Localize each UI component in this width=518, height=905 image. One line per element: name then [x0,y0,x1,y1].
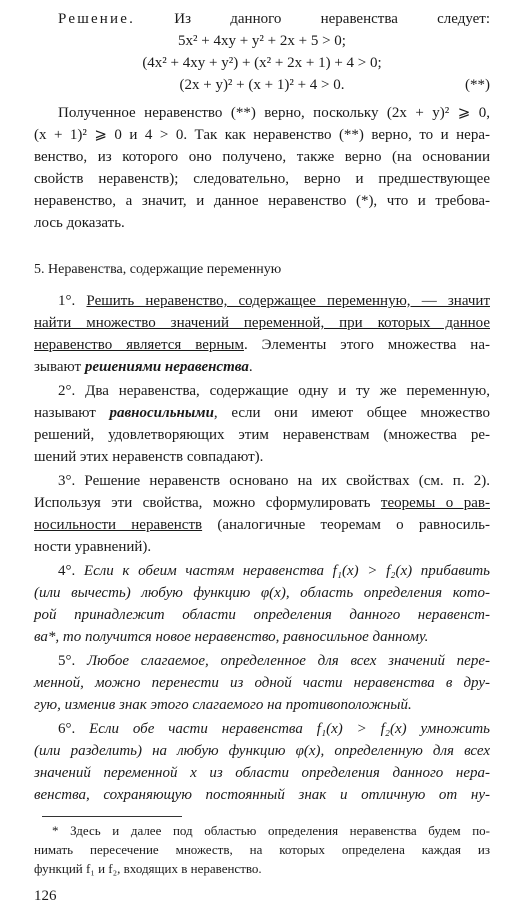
paragraph-2 [34,380,490,468]
formula-2: (4x² + 4xy + y²) + (x² + 2x + 1) + 4 > 0; [142,55,382,71]
paragraph-text: зывают [34,359,85,375]
theorem-link-underlined: носильности неравенств [34,517,203,533]
paragraph-line [34,492,490,514]
paragraph-line: венства, сохраняющую постоянный знак и отличную от ну- [34,787,490,803]
paragraph-text: , если они имеют общее множество [213,405,491,421]
paragraph-5 [34,650,490,716]
solution-line: венство, из которого оно получено, также верно (на основании [34,149,490,165]
paragraph-line: гую, изменив знак этого слагаемого на противоположный. [34,697,412,713]
paragraph-number: 5°. [58,653,76,669]
paragraph-line [34,514,490,536]
paragraph-text: Любое слагаемое, определенное для всех значений пере- [86,653,490,669]
paragraph-text: Если обе части неравенства f₁(x) > f₂(x) умножить [89,721,491,737]
term-bold: равносильными [109,405,214,421]
paragraph-6 [34,718,490,806]
footnote-line: * Здесь и далее под областью определения неравенства будем по- [52,823,490,838]
footnote-divider [42,816,182,817]
solution-label: Решение. [58,11,136,27]
formula-1: 5x² + 4xy + y² + 2x + 5 > 0; [178,33,346,49]
paragraph-line: менной, можно перенести из одной части неравенства в дру- [34,675,490,691]
paragraph-number: 1°. [58,293,76,309]
theorem-link-underlined: теоремы о рав- [380,495,490,511]
paragraph-line [34,402,490,424]
solution-paragraph [34,102,490,234]
paragraph-line: решений, удовлетворяющих этим неравенствам (множества ре- [34,427,490,443]
paragraph-text: Используя эти свойства, можно сформулировать [34,495,381,511]
footnote-line: нимать пересечение множеств, на которых определена каждая из [34,842,490,857]
paragraph-number: 3°. [58,473,76,489]
paragraph-line: ности уравнений). [34,539,152,555]
paragraph-line [34,356,490,378]
paragraph-line: шений этих неравенств совпадают). [34,449,264,465]
formula-tag: (**) [465,77,490,93]
definition-underlined: найти множество значений переменной, при которых данное [34,315,490,331]
paragraph-line [34,312,490,334]
footnote-line: функций f₁ и f₂, входящих в неравенство. [34,861,262,876]
term-bold: решениями неравенства [84,359,249,375]
paragraph-number: 2°. [58,383,76,399]
solution-line: Полученное неравенство (**) верно, поскольку (2x + y)² ⩾ 0, [58,105,490,121]
paragraph-line: значений переменной x из области определения данного нера- [34,765,490,781]
paragraph-line: ва*, то получится новое неравенство, равносильное данному. [34,629,429,645]
paragraph-line [34,334,490,356]
solution-intro: Из данного неравенства следует: [174,11,491,27]
paragraph-text: называют [34,405,110,421]
formula-3 [34,74,490,96]
paragraph-3 [34,470,490,558]
book-page [34,8,490,905]
solution-line: неравенство, а значит, и данное неравенство (*), что и требова- [34,193,490,209]
definition-underlined: Решить неравенство, содержащее переменную, — значит [86,293,490,309]
solution-line: свойств неравенств); следовательно, верно и предшествующее [34,171,490,187]
paragraph-line [34,718,490,740]
footnote [34,821,490,878]
paragraph-1 [34,290,490,378]
paragraph-line [34,470,490,492]
paragraph-line [34,560,490,582]
paragraph-text: (аналогичные теоремам о равносиль- [202,517,491,533]
paragraph-line: (или вычесть) любую функцию φ(x), область определения кото- [34,585,490,601]
solution-line: (x + 1)² ⩾ 0 и 4 > 0. Так как неравенство (**) верно, то и нера- [34,127,490,143]
paragraph-line [34,380,490,402]
paragraph-text: Два неравенства, содержащие одну и ту же переменную, [85,383,490,399]
paragraph-number: 6°. [58,721,76,737]
page-number: 126 [34,888,57,904]
paragraph-line [34,650,490,672]
paragraph-line: (или разделить) на любую функцию φ(x), определенную для всех [34,743,490,759]
formula-3-text: (2x + y)² + (x + 1)² + 4 > 0. [179,77,345,93]
paragraph-4 [34,560,490,648]
definition-underlined: неравенство является верным [34,337,244,353]
solution-line: лось доказать. [34,215,125,231]
paragraph-text: . [248,359,253,375]
paragraph-number: 4°. [58,563,76,579]
solution-intro-line [34,8,490,30]
section-heading: 5. Неравенства, содержащие переменную [34,262,282,277]
paragraph-line: рой принадлежит области определения данного неравенст- [34,607,490,623]
paragraph-text: . Элементы этого множества на- [243,337,490,353]
paragraph-line [34,290,490,312]
paragraph-text: Если к обеим частям неравенства f₁(x) > f₂(x) прибавить [83,563,490,579]
paragraph-text: Решение неравенств основано на их свойствах (см. п. 2). [84,473,490,489]
